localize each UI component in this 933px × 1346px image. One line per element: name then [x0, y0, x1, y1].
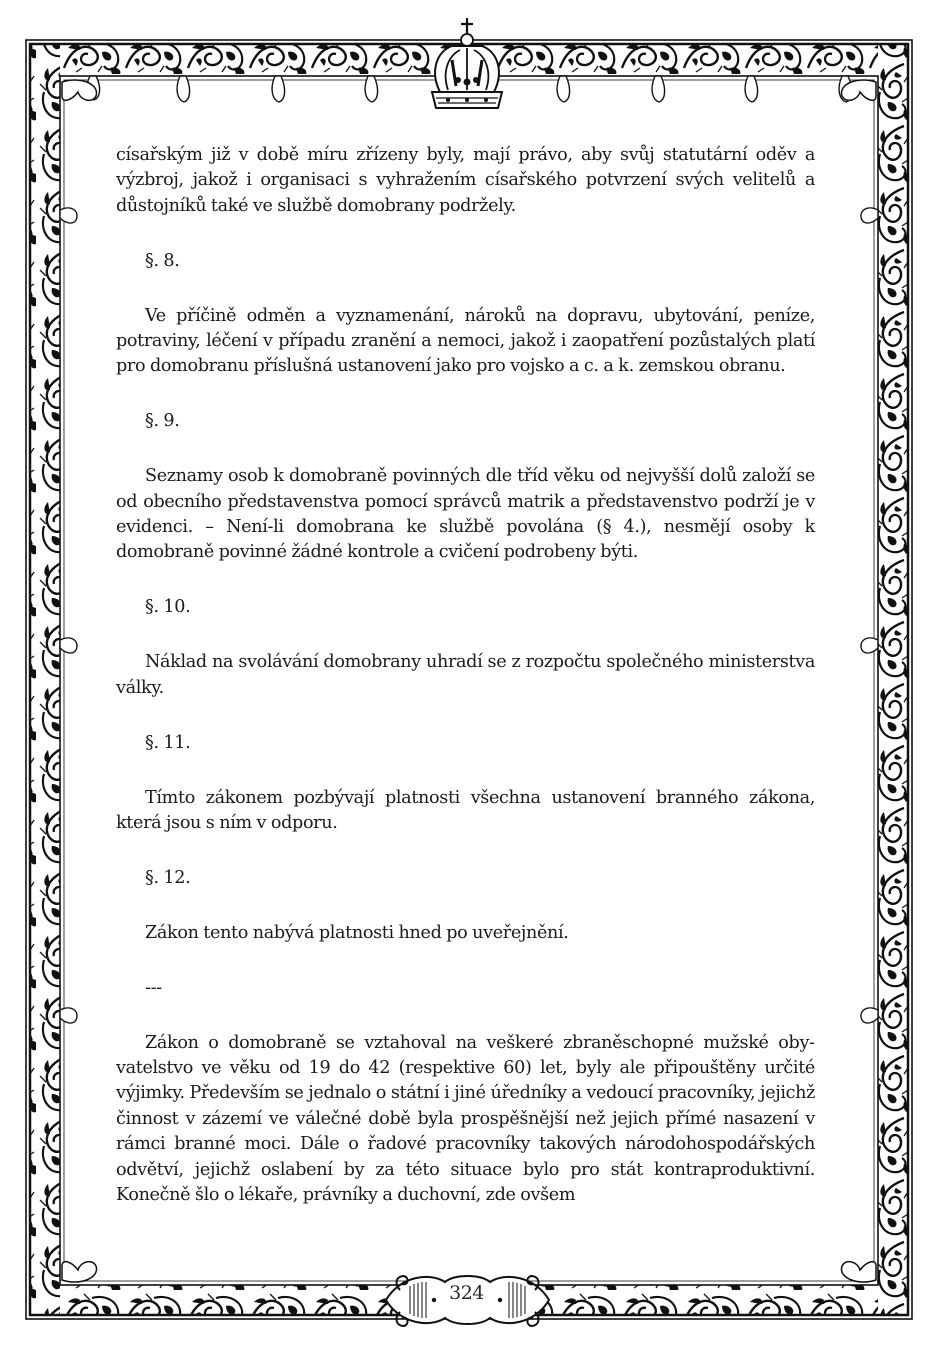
- section-heading: §. 8.: [145, 250, 180, 271]
- paragraph: Náklad na svolávání domobrany uhradí se z rozpočtu společného ministerstva války.: [116, 652, 815, 698]
- section-heading: §. 11.: [145, 732, 191, 753]
- paragraph: Seznamy osob k domobraně povinných dle tříd věku od nejvyšší dolů založí se od obecního představenstva pomocí správců matrik a představenstvo podrží je v evidenci. – Není-li domobrana ke službě povolána (§ 4.), nesmějí osoby k domobraně povinné žádné kontrole a cvičení podrobeny býti.: [116, 466, 815, 563]
- paragraph: Tímto zákonem pozbývají platnosti všechna ustanovení branného zákona, která jsou s ním v odporu.: [116, 787, 815, 833]
- paragraph: Ve příčině odměn a vyznamenání, nároků na dopravu, ubytování, peníze, potraviny, léčení v případu zranění a nemoci, jakož i zaopatření pozůstalých platí pro domobranu příslušná ustanovení jako pro vojsko a c. a k. zemskou obranu.: [116, 305, 815, 377]
- section-separator: ---: [145, 977, 162, 998]
- section-heading: §. 12.: [145, 867, 191, 888]
- page-number: 324: [449, 1282, 484, 1304]
- section-heading: §. 10.: [145, 597, 191, 618]
- paragraph: Zákon o domobraně se vztahoval na veškeré zbraněschopné mužské obyvatelstvo ve věku od 19 do 42 (respektive 60) let, byly ale připouštěny určité výjimky. Především se jednalo o státní i jiné úředníky a vedoucí pracovníky, jejichž činnost v zázemí ve válečné době byla prospěšnější než jejich přímé nasazení v rámci branné moci. Dále o řadové pracovníky takových národohospodářských odvětví, jejichž oslabení by za této situace bylo pro stát kontraproduktivní. Konečně šlo o lékaře, právníky a duchovní, zde ovšem: [116, 1032, 815, 1205]
- paragraph: císařským již v době míru zřízeny byly, mají právo, aby svůj statutární oděv a výzbroj, jakož i organisaci s vyhražením císařského potvrzení svých velitelů a důstojníků také ve službě domobrany podržely.: [116, 145, 815, 216]
- imperial-crown-icon: [432, 18, 502, 108]
- paragraph: Zákon tento nabývá platnosti hned po uveřejnění.: [145, 922, 569, 943]
- section-heading: §. 9.: [145, 411, 180, 432]
- document-body: [116, 143, 815, 1208]
